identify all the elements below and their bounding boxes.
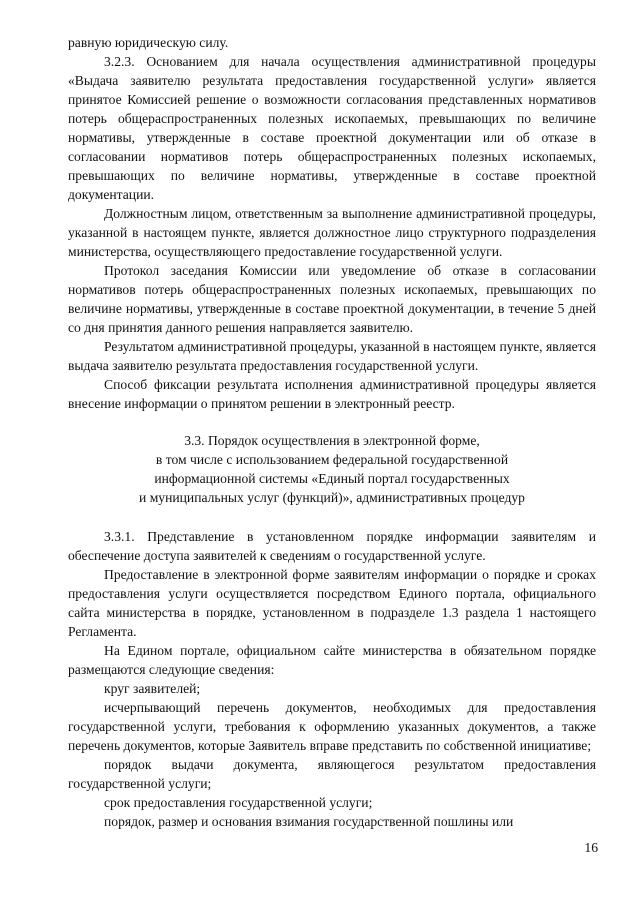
document-page [68,33,596,831]
paragraph: Способ фиксации результата исполнения административной процедуры является внесение информации о принятом решении в электронный реестр. [68,377,596,411]
document-body-bottom [68,527,596,831]
paragraph: Предоставление в электронной форме заявителям информации о порядке и сроках предоставления услуги осуществляется посредством Единого портала, официального сайта министерства в порядке, установленном в подразделе 1.3 раздела 1 настоящего Регламента. [68,567,596,639]
paragraph: срок предоставления государственной услуги; [104,795,373,810]
paragraph: Должностным лицом, ответственным за выполнение административной процедуры, указанной в настоящем пункте, является должностное лицо структурного подразделения министерства, осуществляющего предоставление государственной услуги. [68,206,596,259]
section-heading [68,431,596,507]
section-heading-line: 3.3. Порядок осуществления в электронной форме, [184,433,480,448]
paragraph: порядок выдачи документа, являющегося результатом предоставления государственной услуги; [68,757,596,791]
paragraph: порядок, размер и основания взимания государственной пошлины или [104,814,514,829]
paragraph: равную юридическую силу. [68,35,229,50]
section-heading-line: и муниципальных услуг (функций)», административных процедур [139,490,525,505]
paragraph: Результатом административной процедуры, указанной в настоящем пункте, является выдача заявителю результата предоставления государственной услуги. [68,339,596,373]
paragraph: 3.2.3. Основанием для начала осуществления административной процедуры «Выдача заявителю результата предоставления государственной услуги» является принятое Комиссией решение о возможности согласования представленных нормативов потерь общераспространенных полезных ископаемых, превышающих по величине нормативы, утвержденные в составе проектной документации или об отказе в согласовании нормативов потерь общераспространенных полезных ископаемых, превышающих по величине нормативы, утвержденные в составе проектной документации. [68,54,596,202]
paragraph: исчерпывающий перечень документов, необходимых для предоставления государственной услуги, требования к оформлению указанных документов, а также перечень документов, которые Заявитель вправе представить по собственной инициативе; [68,700,596,753]
paragraph: Протокол заседания Комиссии или уведомление об отказе в согласовании нормативов потерь общераспространенных полезных ископаемых, превышающих по величине нормативы, утвержденные в составе проектной документации, в течение 5 дней со дня принятия данного решения направляется заявителю. [68,263,596,335]
document-body-top [68,33,596,413]
paragraph: 3.3.1. Представление в установленном порядке информации заявителям и обеспечение доступа заявителей к сведениям о государственной услуге. [68,529,596,563]
section-heading-line: информационной системы «Единый портал государственных [154,471,510,486]
section-heading-line: в том числе с использованием федеральной государственной [155,452,509,467]
paragraph: На Едином портале, официальном сайте министерства в обязательном порядке размещаются следующие сведения: [68,643,596,677]
page-number: 16 [584,840,598,855]
paragraph: круг заявителей; [104,681,201,696]
